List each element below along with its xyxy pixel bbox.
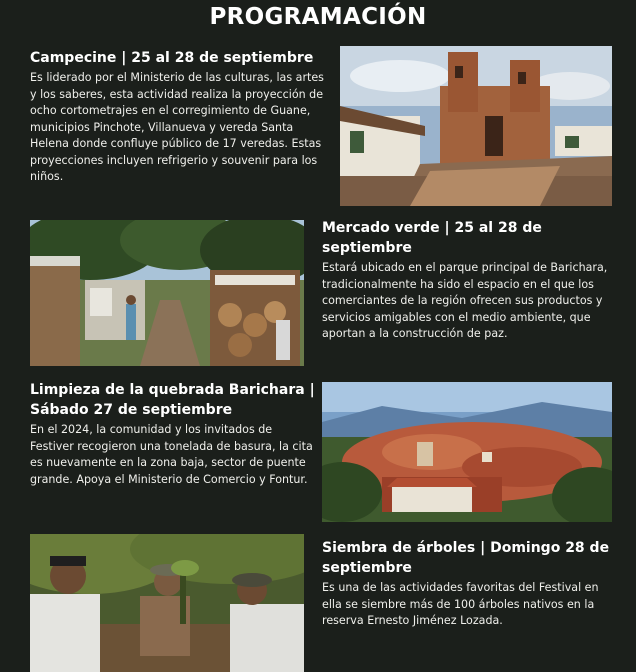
event-siembra: [322, 538, 617, 630]
event-title: Campecine | 25 al 28 de septiembre: [30, 50, 314, 66]
event-limpieza: [30, 380, 315, 488]
event-title: Mercado verde | 25 al 28 de septiembre: [322, 220, 542, 256]
event-title: Siembra de árboles | Domingo 28 de septiembre: [322, 540, 610, 576]
event-description: Estará ubicado en el parque principal de Barichara, tradicionalmente ha sido el espacio en el que los comerciantes de la región ofrecen sus productos y servicios amigables con el medio ambiente, que aportan a la construcción de paz.: [322, 261, 608, 340]
event-description: Es una de las actividades favoritas del Festival en ella se siembre más de 100 árboles nativos en la reserva Ernesto Jiménez Lozada.: [322, 581, 599, 627]
event-description: Es liderado por el Ministerio de las culturas, las artes y los saberes, esta actividad realiza la proyección de ocho cortometrajes en el corregimiento de Guane, municipios Pinchote, Villanueva y vereda Santa Helena donde confluye público de 17 veredas. Estas proyecciones incluyen refrigerio y souvenir para los niños.: [30, 71, 324, 183]
event-mercado-verde: [322, 218, 617, 343]
event-title: Limpieza de la quebrada Barichara | Sábado 27 de septiembre: [30, 382, 315, 418]
event-description: En el 2024, la comunidad y los invitados de Festiver recogieron una tonelada de basura, la cita es nuevamente en la zona baja, sector de puente grande. Apoya el Ministerio de Comercio y Fontur.: [30, 423, 313, 486]
church-plaza-photo: [340, 46, 612, 206]
town-aerial-photo: [322, 382, 612, 522]
market-stalls-photo: [30, 220, 304, 366]
event-campecine: [30, 48, 330, 186]
page-title: PROGRAMACIÓN: [209, 4, 427, 30]
tree-planting-photo: [30, 534, 304, 672]
